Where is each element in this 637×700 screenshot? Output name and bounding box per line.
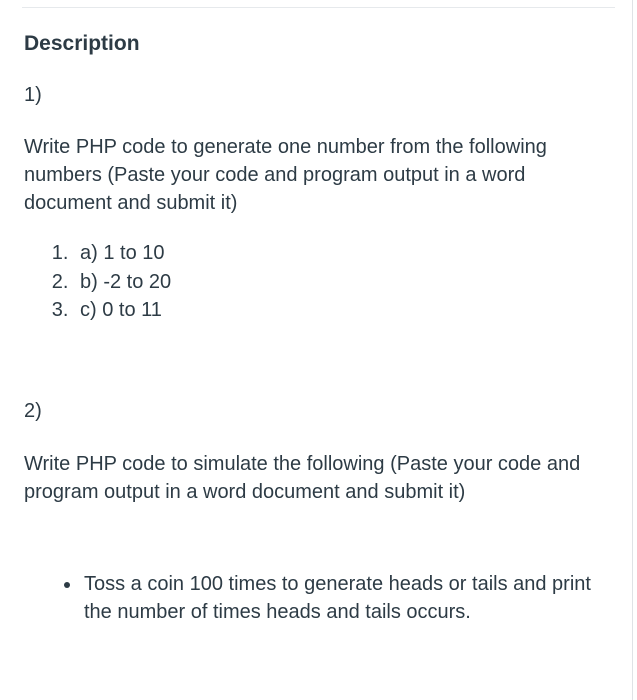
description-heading: Description	[24, 32, 140, 55]
description-panel	[24, 30, 616, 626]
question-1-options	[24, 239, 616, 325]
panel-edge	[632, 0, 633, 700]
question-1-text: Write PHP code to generate one number from the following numbers (Paste your code and program output in a word document and submit it)	[24, 136, 547, 214]
question-2-text: Write PHP code to simulate the following (Paste your code and program output in a word document and submit it)	[24, 452, 581, 503]
option-item: 2. b) -2 to 20	[74, 268, 616, 297]
question-1-number: 1)	[24, 84, 42, 106]
question-2-number: 2)	[24, 399, 42, 422]
top-divider	[22, 7, 615, 8]
bullet-item: • Toss a coin 100 times to generate heads or tails and print the number of times heads and tails occurs.	[82, 570, 616, 626]
option-item: 1. a) 1 to 10	[74, 239, 616, 268]
option-item: 3. c) 0 to 11	[74, 296, 616, 325]
question-2-bullets	[24, 570, 616, 626]
